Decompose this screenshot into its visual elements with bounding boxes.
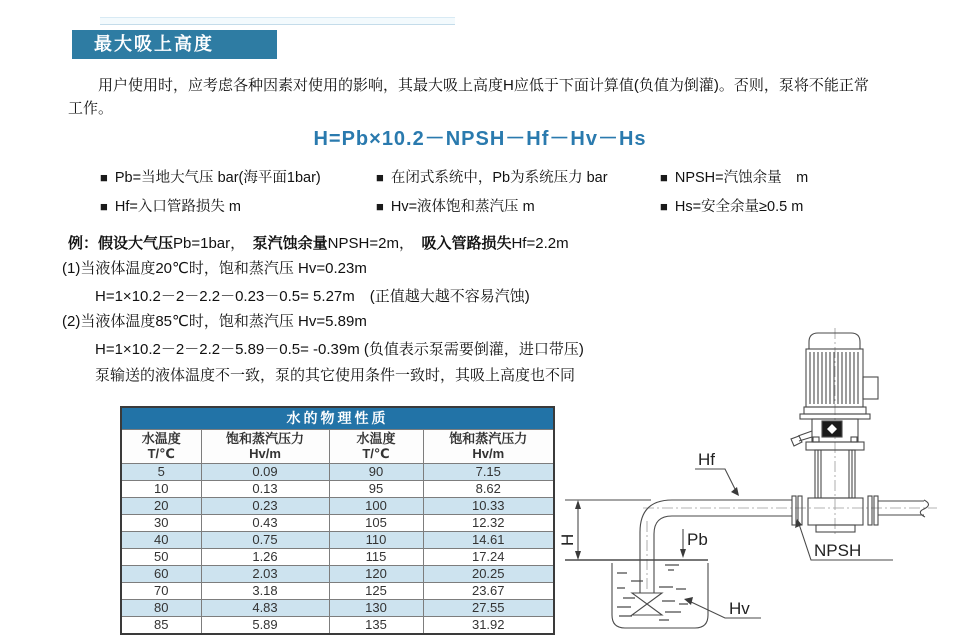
definition-text: Hs=安全余量≥0.5 m bbox=[674, 199, 804, 215]
table-row bbox=[121, 616, 554, 634]
table-row bbox=[121, 565, 554, 582]
pb-arrow bbox=[680, 549, 686, 558]
example-case1-calculation: H=1×10.2－2－2.2－0.23－0.5= 5.27m (正值越大越不容易汽蚀) bbox=[95, 288, 530, 305]
table-cell: 30 bbox=[121, 514, 201, 531]
top-accent-stripe bbox=[100, 17, 455, 25]
hv-label: Hv bbox=[729, 599, 750, 618]
header-line: 水温度 bbox=[356, 431, 396, 446]
example-intro-line bbox=[68, 232, 569, 253]
table-cell: 8.62 bbox=[423, 480, 554, 497]
hf-leader-line bbox=[695, 469, 737, 493]
example-case2-calculation: H=1×10.2－2－2.2－5.89－0.5= -0.39m (负值表示泵需要倒灌，进口带压) bbox=[95, 341, 584, 358]
table-header-row bbox=[121, 429, 554, 463]
table-cell: 110 bbox=[329, 531, 423, 548]
example-value: Hf=2.2m bbox=[511, 235, 569, 252]
bolt bbox=[851, 437, 857, 442]
table-row bbox=[121, 514, 554, 531]
suction-flange bbox=[792, 496, 796, 525]
table-cell: 0.43 bbox=[201, 514, 329, 531]
example-label: 泵汽蚀余量 bbox=[252, 235, 328, 252]
table-cell: 90 bbox=[329, 463, 423, 480]
definition-text: Pb=当地大气压 bar(海平面1bar) bbox=[114, 170, 321, 186]
column-header bbox=[121, 429, 201, 463]
table-cell: 20.25 bbox=[423, 565, 554, 582]
table-cell: 14.61 bbox=[423, 531, 554, 548]
table-row bbox=[121, 463, 554, 480]
pump-installation-diagram bbox=[555, 325, 964, 638]
header-line: 饱和蒸汽压力 bbox=[449, 431, 528, 446]
example-case1-line: (1)当液体温度20℃时，饱和蒸汽压 Hv=0.23m bbox=[62, 260, 367, 277]
table-row bbox=[121, 582, 554, 599]
h-arrow-bottom bbox=[575, 551, 581, 560]
table-row bbox=[121, 531, 554, 548]
bullet-square-icon: ■ bbox=[660, 199, 668, 214]
table-cell: 0.09 bbox=[201, 463, 329, 480]
pump-foot bbox=[816, 525, 855, 532]
table-cell: 40 bbox=[121, 531, 201, 548]
definition-npsh bbox=[660, 166, 920, 186]
terminal-box bbox=[863, 377, 878, 399]
hv-leader-line bbox=[689, 601, 761, 618]
column-header bbox=[329, 429, 423, 463]
header-line: Hv/m bbox=[249, 446, 281, 461]
example-note-line: 泵输送的液体温度不一致，泵的其它使用条件一致时，其吸上高度也不同 bbox=[95, 367, 576, 384]
bullet-square-icon: ■ bbox=[376, 199, 384, 214]
page-title: 最大吸上高度 bbox=[94, 34, 214, 54]
definition-text: NPSH=汽蚀余量 m bbox=[674, 170, 809, 186]
bullet-square-icon: ■ bbox=[376, 170, 384, 185]
drain-plug bbox=[791, 431, 812, 446]
table-cell: 60 bbox=[121, 565, 201, 582]
suction-height-formula: H=Pb×10.2－NPSH－Hf－Hv－Hs bbox=[313, 128, 647, 150]
definition-hv bbox=[376, 195, 660, 215]
example-label: 例：假设大气压 bbox=[68, 235, 174, 252]
header-line: 饱和蒸汽压力 bbox=[225, 431, 304, 446]
table-cell: 0.23 bbox=[201, 497, 329, 514]
table-title-row bbox=[121, 407, 554, 429]
npsh-label: NPSH bbox=[814, 541, 862, 560]
definition-text: Hf=入口管路损失 m bbox=[114, 199, 241, 215]
bolt bbox=[813, 437, 819, 442]
table-cell: 23.67 bbox=[423, 582, 554, 599]
table-cell: 125 bbox=[329, 582, 423, 599]
table-cell: 70 bbox=[121, 582, 201, 599]
pump-base bbox=[808, 498, 863, 525]
section-title-banner bbox=[72, 30, 277, 59]
table-cell: 3.18 bbox=[201, 582, 329, 599]
column-header bbox=[423, 429, 554, 463]
table-cell: 80 bbox=[121, 599, 201, 616]
h-arrow-top bbox=[575, 500, 581, 509]
water-properties-table bbox=[120, 406, 555, 635]
intro-paragraph: 用户使用时，应考虑各种因素对使用的影响，其最大吸上高度H应低于下面计算值(负值为倒灌)。否则，泵将不能正常工作。 bbox=[68, 77, 869, 117]
bullet-square-icon: ■ bbox=[100, 199, 108, 214]
table-cell: 5.89 bbox=[201, 616, 329, 634]
header-line: T/℃ bbox=[362, 446, 390, 461]
table-cell: 115 bbox=[329, 548, 423, 565]
table-row bbox=[121, 599, 554, 616]
definition-text: 在闭式系统中，Pb为系统压力 bar bbox=[390, 170, 608, 186]
example-value: NPSH=2m， bbox=[327, 235, 422, 252]
example-value: Pb=1bar， bbox=[173, 235, 253, 252]
header-line: Hv/m bbox=[472, 446, 505, 461]
discharge-flange bbox=[874, 496, 878, 525]
motor-fins bbox=[810, 352, 858, 404]
table-row bbox=[121, 480, 554, 497]
definition-closed-system bbox=[376, 166, 660, 186]
variable-definitions bbox=[100, 166, 920, 215]
definition-hs bbox=[660, 195, 920, 215]
table-cell: 20 bbox=[121, 497, 201, 514]
suction-pipe-inner bbox=[654, 516, 792, 593]
table-cell: 0.75 bbox=[201, 531, 329, 548]
h-label: H bbox=[558, 533, 577, 546]
column-header bbox=[201, 429, 329, 463]
hf-label: Hf bbox=[698, 450, 715, 469]
bullet-square-icon: ■ bbox=[100, 170, 108, 185]
example-case2-line: (2)当液体温度85℃时，饱和蒸汽压 Hv=5.89m bbox=[62, 313, 367, 330]
suction-flange bbox=[798, 496, 802, 525]
table-cell: 85 bbox=[121, 616, 201, 634]
table-cell: 95 bbox=[329, 480, 423, 497]
table-row bbox=[121, 548, 554, 565]
table-cell: 100 bbox=[329, 497, 423, 514]
table-cell: 10.33 bbox=[423, 497, 554, 514]
table-cell: 12.32 bbox=[423, 514, 554, 531]
table-cell: 10 bbox=[121, 480, 201, 497]
table-cell: 130 bbox=[329, 599, 423, 616]
table-cell: 1.26 bbox=[201, 548, 329, 565]
suction-pipe-outer bbox=[640, 500, 792, 593]
table-cell: 105 bbox=[329, 514, 423, 531]
table-title: 水的物理性质 bbox=[121, 407, 554, 429]
table-row bbox=[121, 497, 554, 514]
motor-cap bbox=[809, 333, 860, 349]
table-cell: 4.83 bbox=[201, 599, 329, 616]
table-cell: 7.15 bbox=[423, 463, 554, 480]
foot-valve bbox=[632, 593, 662, 615]
example-label: 吸入管路损失 bbox=[421, 235, 512, 252]
table-cell: 135 bbox=[329, 616, 423, 634]
table-cell: 27.55 bbox=[423, 599, 554, 616]
header-line: T/℃ bbox=[147, 446, 175, 461]
pb-label: Pb bbox=[687, 530, 708, 549]
definition-hf bbox=[100, 195, 376, 215]
table-cell: 120 bbox=[329, 565, 423, 582]
header-line: 水温度 bbox=[141, 431, 181, 446]
table-cell: 31.92 bbox=[423, 616, 554, 634]
discharge-flange bbox=[868, 496, 872, 525]
bullet-square-icon: ■ bbox=[660, 170, 668, 185]
table-cell: 2.03 bbox=[201, 565, 329, 582]
table-cell: 0.13 bbox=[201, 480, 329, 497]
definition-text: Hv=液体饱和蒸汽压 m bbox=[390, 199, 535, 215]
table-cell: 5 bbox=[121, 463, 201, 480]
pipe-break-symbol bbox=[920, 500, 928, 517]
definition-pb bbox=[100, 166, 376, 186]
table-cell: 17.24 bbox=[423, 548, 554, 565]
table-cell: 50 bbox=[121, 548, 201, 565]
